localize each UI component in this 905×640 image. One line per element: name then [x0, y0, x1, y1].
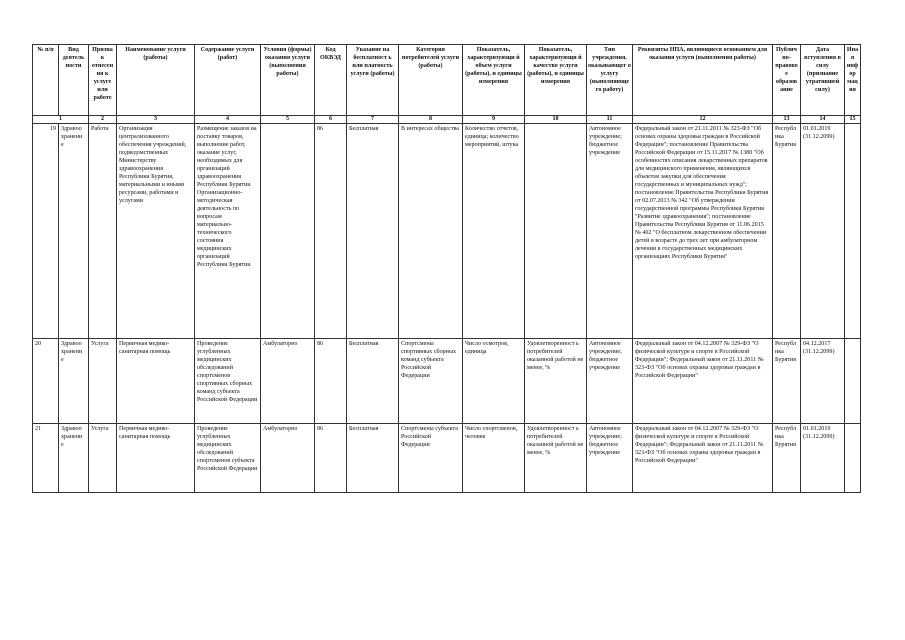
row-content: Проведение углубленных медицинских обследований спортсменов субъекта Российской Федерации	[195, 423, 261, 492]
header-number: № п/п	[33, 45, 59, 116]
header-activity: Вид деятель ности	[59, 45, 89, 116]
column-number: 7	[347, 116, 399, 124]
column-number: 12	[633, 116, 773, 124]
row-quality: Удовлетворенност ь потребителей оказанной работой не менее, %	[525, 423, 587, 492]
header-okved: Код ОКВЭД	[315, 45, 347, 116]
row-type: Услуга	[89, 423, 117, 492]
row-npa: Федеральный закон от 04.12.2007 № 329-ФЗ "О физической культуре и спорте в Российской Федерации"; Федеральный закон от 21.11.2011 № 323-ФЗ "Об основах охраны здоровья граждан в Российской Федерации"	[633, 338, 773, 423]
header-entity: Публич но-правово е образов ание	[773, 45, 801, 116]
row-activity: Здравоо хранени е	[59, 423, 89, 492]
row-paid: Бесплатная	[347, 123, 399, 338]
row-npa: Федеральный закон от 21.11.2011 № 323-ФЗ "Об основах охраны здоровья граждан в Российской Федерации"; постановление Правительства Российской Федерации от 15.11.2017 № 1380 "Об особенностях описания лекарственных препаратов для медицинского применения, являющихся объектом закупки для обеспечения государственных и муниципальных нужд"; постановление Правительства Республики Бурятия от 02.07.2013 № 342 "Об утверждении государственной программы Республики Бурятия "Развитие здравоохранения"; постановление Правительства Республики Бурятия от 11.06.2015 № 402 "О бесплатном лекарственном обеспечении детей в возрасте до трех лет при амбулаторном лечении в государственных медицинских организациях Республики Бурятия"	[633, 123, 773, 338]
header-content: Содержание услуги (работ)	[195, 45, 261, 116]
row-quality: Удовлетворенност ь потребителей оказанной работой не менее, %	[525, 338, 587, 423]
row-okved: 86	[315, 423, 347, 492]
header-consumers: Категория потребителей услуги (работы)	[399, 45, 463, 116]
column-number: 8	[399, 116, 463, 124]
row-volume: Число спортсменов, человек	[463, 423, 525, 492]
row-entity: Республ ика Бурятия	[773, 123, 801, 338]
header-other: Иная инфор мация	[845, 45, 861, 116]
row-number: 21	[33, 423, 59, 492]
row-content: Размещение заказов на поставку товаров, выполнение работ, оказание услуг, необходимых для организаций здравоохранения Республики Бурятия. Организационно-методическая деятельность по вопросам материально-технического состояния медицинских организаций Республики Бурятия.	[195, 123, 261, 338]
header-name: Наименование услуги (работы)	[117, 45, 195, 116]
row-conditions: Амбулаторно	[261, 423, 315, 492]
registry-table	[32, 44, 861, 493]
row-other	[845, 423, 861, 492]
row-date: 04.12.2017 (31.12.2099)	[801, 338, 845, 423]
table-row	[33, 123, 861, 338]
row-volume: Количество отчетов, единица; количество мероприятий, штука	[463, 123, 525, 338]
row-inst-type: Автономное учреждение; бюджетное учреждение	[587, 423, 633, 492]
column-number: 14	[801, 116, 845, 124]
table-row	[33, 338, 861, 423]
row-name: Первичная медико-санитарная помощь	[117, 423, 195, 492]
row-name: Первичная медико-санитарная помощь	[117, 338, 195, 423]
row-number: 20	[33, 338, 59, 423]
column-number: 9	[463, 116, 525, 124]
row-conditions: Амбулаторно	[261, 338, 315, 423]
row-type: Услуга	[89, 338, 117, 423]
header-quality: Показатель, характеризующи й качество услуги (работы), и единицы измерения	[525, 45, 587, 116]
header-inst-type: Тип учреждения, оказывающег о услугу (выполняюще го работу)	[587, 45, 633, 116]
header-volume: Показатель, характеризующи й объем услуги (работы), и единицы измерения	[463, 45, 525, 116]
header-npa: Реквизиты НПА, являющиеся основанием для оказания услуги (выполнения работы)	[633, 45, 773, 116]
row-paid: Бесплатная	[347, 338, 399, 423]
row-number: 19	[33, 123, 59, 338]
column-number: 6	[315, 116, 347, 124]
header-conditions: Условия (формы) оказания услуги (выполнения работы)	[261, 45, 315, 116]
row-other	[845, 338, 861, 423]
row-consumers: Спортсмены субъекта Российской Федерации	[399, 423, 463, 492]
row-name: Организация централизованного обеспечения учреждений, подведомственных Министерству здравоохранения Республики Бурятия, материальными и иными ресурсами, работами и услугами	[117, 123, 195, 338]
header-date: Дата вступления в силу (признание утратившей силу)	[801, 45, 845, 116]
column-number: 4	[195, 116, 261, 124]
row-date: 01.01.2019 (31.12.2099)	[801, 123, 845, 338]
column-number: 15	[845, 116, 861, 124]
row-conditions	[261, 123, 315, 338]
header-row	[33, 45, 861, 116]
row-paid: Бесплатная	[347, 423, 399, 492]
row-inst-type: Автономное учреждение; бюджетное учреждение	[587, 123, 633, 338]
row-consumers: Спортсмены спортивных сборных команд субъекта Российской Федерации	[399, 338, 463, 423]
row-entity: Республ ика Бурятия	[773, 338, 801, 423]
row-volume: Число осмотров, единица	[463, 338, 525, 423]
column-number: 10	[525, 116, 587, 124]
row-inst-type: Автономное учреждение; бюджетное учреждение	[587, 338, 633, 423]
header-paid: Указание на бесплатност ь или платность услуги (работы)	[347, 45, 399, 116]
row-consumers: В интересах общества	[399, 123, 463, 338]
table-row	[33, 423, 861, 492]
row-okved: 86	[315, 123, 347, 338]
row-quality	[525, 123, 587, 338]
row-activity: Здравоо хранени е	[59, 338, 89, 423]
row-entity: Республ ика Бурятия	[773, 423, 801, 492]
row-type: Работа	[89, 123, 117, 338]
row-content: Проведение углубленных медицинских обследований спортсменов спортивных сборных команд субъекта Российской Федерации	[195, 338, 261, 423]
column-number: 11	[587, 116, 633, 124]
column-number: 1	[33, 116, 89, 124]
column-number: 13	[773, 116, 801, 124]
column-number: 5	[261, 116, 315, 124]
header-type: Призна к отнесен ия к услуге или работе	[89, 45, 117, 116]
row-okved: 86	[315, 338, 347, 423]
column-number: 3	[117, 116, 195, 124]
row-date: 01.01.2019 (31.12.2099)	[801, 423, 845, 492]
row-activity: Здравоо хранени е	[59, 123, 89, 338]
row-other	[845, 123, 861, 338]
row-npa: Федеральный закон от 04.12.2007 № 329-ФЗ "О физической культуре и спорте в Российской Федерации"; Федеральный закон от 21.11.2011 № 323-ФЗ "Об основах охраны здоровья граждан в Российской Федерации"	[633, 423, 773, 492]
column-number-row	[33, 116, 861, 124]
column-number: 2	[89, 116, 117, 124]
